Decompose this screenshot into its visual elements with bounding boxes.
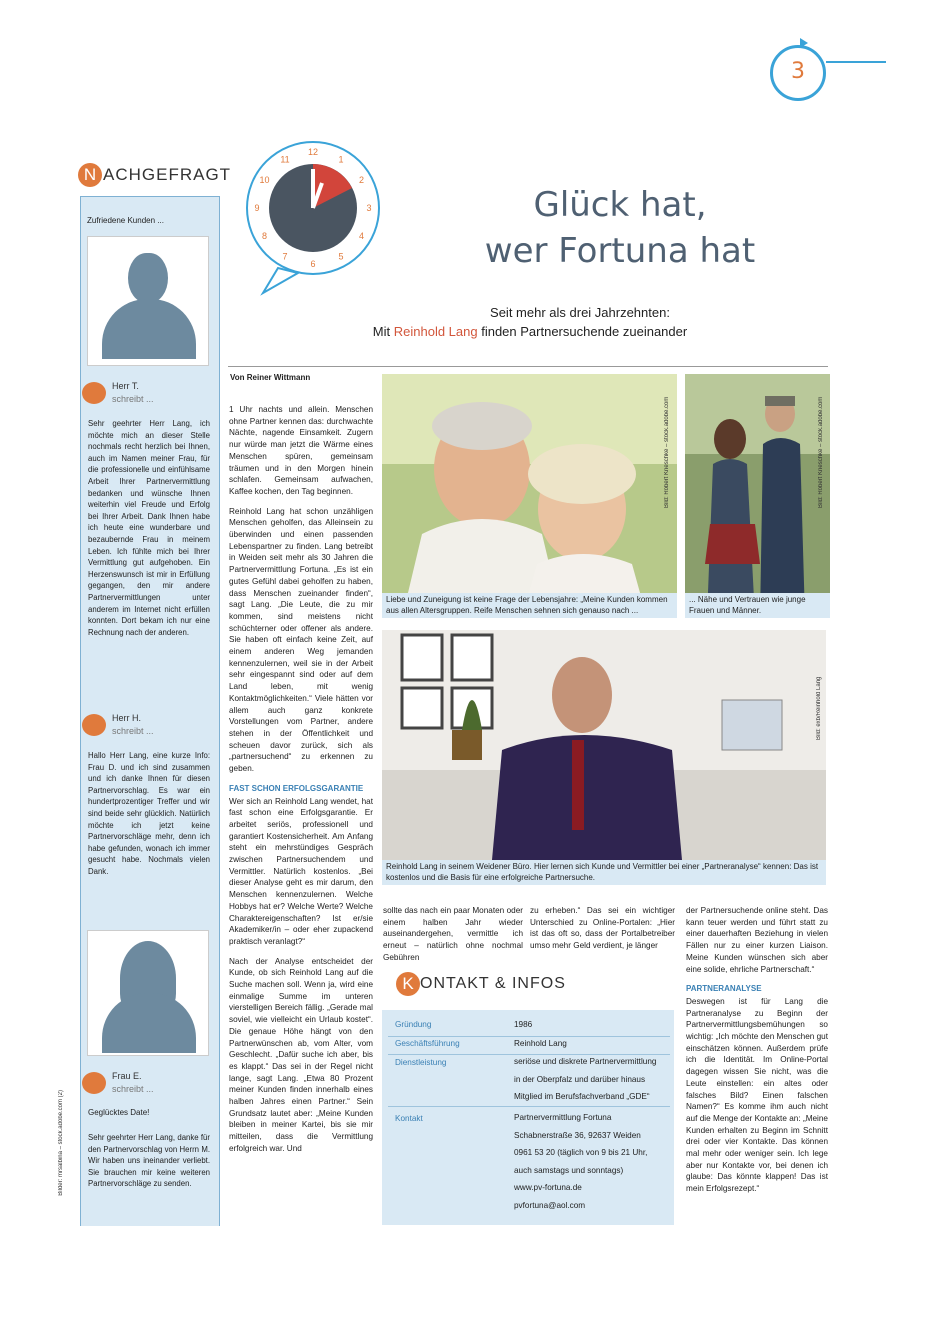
- contact-value: 1986: [514, 1020, 533, 1029]
- header-separator: [228, 366, 828, 367]
- clock-numeral: 10: [259, 175, 270, 185]
- photo-2-credit: Bild: Robert Kneschke – stock.adobe.com: [818, 396, 824, 508]
- article-paragraph: 1 Uhr nachts und allein. Menschen ohne Partner kennen das: durchwachte Nächte, nagende Einsamkeit. Zugern nur würde man jetzt die Wärme eines Menschen spüren, gemeinsam träumen und in den Morgen hinein schlafen. Gemeinsam aufwachen, Kaffee kochen, den Tag beginnen.: [229, 405, 373, 496]
- clock-numeral: 12: [307, 147, 319, 157]
- contact-header-initial: K: [396, 972, 420, 996]
- clock-numeral: 8: [261, 231, 268, 241]
- avatar-body: [102, 993, 196, 1053]
- contact-line: Schabnerstraße 36, 92637 Weiden: [514, 1130, 641, 1140]
- subheadline-2: [250, 324, 810, 339]
- avatar-female: [87, 930, 209, 1056]
- letter-3-writes: schreibt ...: [112, 1084, 154, 1094]
- letter-2-speaker: [82, 712, 154, 738]
- letter-3-speaker: [82, 1070, 154, 1096]
- contact-line: in der Oberpfalz und darüber hinaus: [514, 1074, 646, 1084]
- speech-bubble-icon: [82, 714, 106, 736]
- article-column-2: [383, 905, 523, 972]
- avatar-head: [128, 253, 168, 303]
- clock-numeral: 7: [282, 251, 288, 262]
- contact-value-lines: [514, 1109, 647, 1214]
- headline-line2: wer Fortuna hat: [484, 231, 756, 271]
- contact-line: Partnervermittlung Fortuna: [514, 1113, 612, 1122]
- headline-line1: Glück hat,: [533, 185, 707, 225]
- article-paragraph: der Partnersuchende online steht. Das kann teuer werden und führt statt zu einer dauerhaften Beziehung in vielen Fällen nur zu einer kurzen Liaison. Meine Kunden wünschen sich aber eine solide, ehrliche Partnerschaft.“: [686, 906, 828, 974]
- letter-2-writes: schreibt ...: [112, 726, 154, 736]
- letter-1-speaker: [82, 380, 154, 406]
- subheadline-2-pre: Mit: [372, 324, 394, 339]
- letter-3-title: Geglücktes Date!: [88, 1108, 150, 1117]
- email-link[interactable]: pvfortuna@aol.com: [514, 1200, 586, 1210]
- letter-2-name: Herr H.: [112, 713, 141, 723]
- speech-bubble-icon: [82, 382, 106, 404]
- sidebar-image-credit: Bilder: mrsalbina – stock.adobe.com (2): [58, 1090, 64, 1196]
- article-paragraph: zu erheben.“ Das sei ein wichtiger Unterschied zu Online-Portalen: „Hier ist das oft so, dass der Portalbetreiber umso mehr Geld verdient, je länger: [530, 906, 675, 951]
- article-column-4: [686, 905, 828, 1203]
- page-number: 3: [791, 59, 805, 84]
- subheadline-1: Seit mehr als drei Jahrzehnten:: [490, 305, 670, 320]
- letter-2-text: Hallo Herr Lang, eine kurze Info: Frau D. und ich sind zusammen und ich danke Ihnen für diesen Partnervorschlag. Es war ein hundertprozentiger Treffer und wir sind beide sehr glücklich. Natürlich möchte ich jetzt keine Partnervorschläge mehr, denn ich habe gefunden, wonach ich immer gesucht habe. Nochmals vielen Dank.: [88, 751, 210, 876]
- photo-couple-young: [685, 374, 830, 618]
- article-paragraph: Deswegen ist für Lang die Partneranalyse zu Beginn der Partnervermittlungsbemühungen so wichtig: „Ich möchte den Menschen gut einschätzen können. Außerdem prüfe ich die Identität. Im Online-Portal dagegen wissen Sie nicht, was die Leute einstellen: ein altes oder falsches Bild? Einen falschen Namen?“ Es komme ihm auch nicht auf die Menge der Kontakte an: „Meine Kunden erhalten zu Beginn im Schnitt drei oder vier Kontakte. Das können mal mehr oder weniger sein. Ich lege aber nur Kontakte vor, bei denen ich glaube: Das könnte klappen! Das ist mein Erfolgsrezept.“: [686, 996, 828, 1194]
- article-paragraph: sollte das nach ein paar Monaten oder einem halben Jahr wieder auseinandergehen, vermittle ich erneut – natürlich ohne nochmal Gebühren: [383, 906, 523, 962]
- photo-1-caption: Liebe und Zuneigung ist keine Frage der Lebensjahre: „Meine Kunden kommen aus allen Altersgruppen. Reife Menschen sehnen sich genauso nach ...: [382, 593, 677, 618]
- page-number-line: [826, 61, 886, 63]
- clock-numeral: 1: [338, 154, 344, 165]
- photo-2-caption: ... Nähe und Vertrauen wie junge Frauen und Männer.: [685, 593, 830, 618]
- section-heading: PARTNERANALYSE: [686, 984, 762, 994]
- clock-numeral: 9: [254, 203, 260, 213]
- letter-1-name: Herr T.: [112, 381, 139, 391]
- subheadline-2-post: finden Partnersuchende zueinander: [477, 324, 688, 339]
- section-heading: FAST SCHON ERFOLGSGARANTIE: [229, 783, 364, 793]
- clock-numeral: 5: [338, 251, 344, 262]
- contact-header: [396, 972, 566, 996]
- sidebar-intro: Zufriedene Kunden ...: [87, 216, 164, 225]
- contact-line: 0961 53 20 (täglich von 9 bis 21 Uhr,: [514, 1148, 648, 1157]
- clock-numeral: 2: [358, 175, 365, 185]
- contact-label: Gründung: [395, 1020, 432, 1029]
- photo-3-caption: Reinhold Lang in seinem Weidener Büro. Hier lernen sich Kunde und Vermittler bei einer „Partneranalyse“ kennen: Das ist kostenlos und die Basis für eine erfolgreiche Partnersuche.: [382, 860, 826, 885]
- clock-numeral: 3: [366, 203, 372, 213]
- photo-couple-elderly: [382, 374, 677, 618]
- sidebar-header-text: ACHGEFRAGT: [103, 165, 232, 184]
- contact-line: seriöse und diskrete Partnervermittlung: [514, 1057, 657, 1066]
- clock-bubble-tail: [263, 268, 298, 293]
- contact-label: Kontakt: [395, 1114, 423, 1123]
- clock-illustration: [238, 133, 388, 298]
- clock-numeral: 4: [358, 231, 365, 241]
- photo-3-credit: Bild: exb/Reinhold Lang: [816, 676, 822, 740]
- contact-line: auch samstags und sonntags): [514, 1165, 624, 1175]
- avatar-body: [102, 299, 196, 359]
- article-paragraph: Reinhold Lang hat schon unzähligen Menschen geholfen, das Alleinsein zu überwinden und einen passenden Lebenspartner zu finden. Lang betreibt in Weiden seit mehr als 30 Jahren die Partnervermittlung Fortuna. „Es ist ein gutes Gefühl dabei geholfen zu haben, dass Menschen zueinander finden“, sagt Lang. „Die Leute, die zu mir kommen, sind meistens nicht schüchterner oder offener als andere. Sie haben oft einfach keine Zeit, auf einem anderen Weg jemanden kennenzulernen, weil sie in der Arbeit sehr eingespannt sind oder auf dem Land leben, mit wenig Kontaktmöglichkeiten.“ Viele hätten vor allem auch ganz konkrete Vorstellungen vom Partner, andere stehen in der Öffentlichkeit und scheuen davor zurück, sich als „partnersuchend“ zu erkennen zu geben.: [229, 506, 373, 774]
- article-column-1: [229, 404, 373, 1163]
- headline: [430, 182, 810, 274]
- sidebar-header-initial: N: [78, 163, 102, 187]
- website-link[interactable]: www.pv-fortuna.de: [514, 1183, 582, 1192]
- letter-3-text: Sehr geehrter Herr Lang, danke für den Partnervorschlag von Herrn M. Wir haben uns ineinander verliebt. Sie brauchen mir keine weiteren Partnervorschläge zu senden.: [88, 1133, 210, 1189]
- contact-line: Mitglied im Berufsfachverband „GDE“: [514, 1092, 650, 1101]
- letter-1-writes: schreibt ...: [112, 394, 154, 404]
- photo-reinhold-lang-office: [382, 630, 826, 860]
- contact-header-text: ONTAKT & INFOS: [420, 975, 566, 992]
- sidebar-header: [78, 163, 231, 187]
- letter-1-text: Sehr geehrter Herr Lang, ich möchte mich an dieser Stelle nochmals recht herzlich bei Ihnen, auch im Namen meiner Frau, für die professionelle und einfühlsame Arbeit Ihrer Partnervermittlung bedanken und wünsche Ihnen weiterhin viel Freude und Erfolg bei Ihrer Arbeit. Dank Ihnen habe ich heute eine wunderbare und bezaubernde Frau in meinem Leben. Ich fühlte mich bei Ihrer Vermittlung gut aufgehoben. Ein Herzenswunsch ist mir in Erfüllung gegangen, den mir andere Partnervermittlungen unter anderem im Internet nicht erfüllen konnten. Dort bekam ich nur eine Rechnung nach der anderen.: [88, 419, 210, 637]
- article-paragraph: Wer sich an Reinhold Lang wendet, hat fast schon eine Erfolgsgarantie. Er arbeitet seriös, professionell und garantiert Kostensicherheit. Am Anfang steht ein mehrstündiges Gespräch zwischen Partnersuchendem und Vermittler. Natürlich kostenlos. „Bei dieser Analyse geht es mir darum, den Menschen kennenzulernen. Welche Hobbys hat er? Welche Werte? Welche Charaktereigenschaften? Ist er/sie Akademiker/in – oder eher zupackend praktisch veranlagt?“: [229, 796, 373, 946]
- byline: Von Reiner Wittmann: [230, 373, 311, 382]
- contact-value-lines: [514, 1053, 656, 1106]
- clock-numeral: 6: [310, 259, 316, 269]
- article-column-3: [530, 905, 675, 960]
- page-number-arrow-icon: [800, 38, 808, 48]
- contact-value: Reinhold Lang: [514, 1039, 567, 1048]
- article-paragraph: Nach der Analyse entscheidet der Kunde, ob sich Reinhold Lang auf die Suche machen soll. Wenn ja, wird eine einmalige Summe im unteren vierstelligen Bereich fällig. „Gerade mal soviel, wie vielleicht ein Urlaub kostet“. Die genaue Höhe hängt von den Partnerwünschen ab, vom Alter, vom Geschlecht. „Dafür suche ich aber, bis es klappt.“ Das sei in der Regel nicht lange, sagt Lang. „Etwa 80 Prozent meiner Kunden finden innerhalb eines halben Jahres einen Partner.“ Sein Grundsatz lautet aber: „Meine Kunden bleiben in meiner Kartei, bis sie mir mitteilen, dass die Vermittlung erfolgreich war. Und: [229, 956, 373, 1153]
- clock-numeral: 11: [280, 154, 290, 165]
- photo-1-credit: Bild: Robert Kneschke – stock.adobe.com: [664, 396, 670, 508]
- subheadline-2-name: Reinhold Lang: [393, 324, 478, 339]
- page-number-circle: [770, 45, 826, 101]
- contact-divider: [388, 1106, 670, 1107]
- speech-bubble-icon: [82, 1072, 106, 1094]
- letter-3-name: Frau E.: [112, 1071, 142, 1081]
- contact-label: Geschäftsführung: [395, 1039, 460, 1048]
- contact-label: Dienstleistung: [395, 1058, 447, 1067]
- avatar-male-1: [87, 236, 209, 366]
